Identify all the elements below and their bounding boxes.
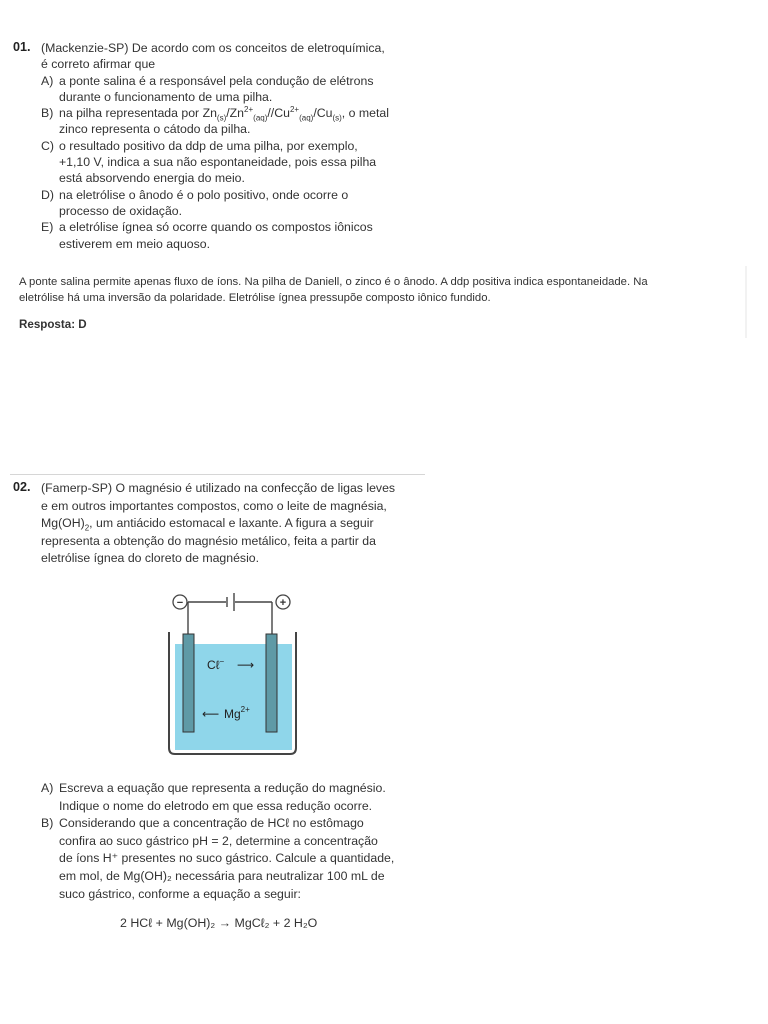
option-letter: B)	[41, 106, 54, 121]
item-letter: B)	[41, 816, 54, 831]
option-line: zinco representa o cátodo da pilha.	[59, 122, 251, 137]
question-number-2: 02.	[13, 480, 31, 494]
option-line: +1,10 V, indica a sua não espontaneidade, pois essa pilha	[59, 155, 377, 170]
item-line: Indique o nome do eletrodo em que essa redução ocorre.	[59, 798, 373, 813]
option-line: o resultado positivo da ddp de uma pilha, por exemplo,	[59, 138, 358, 153]
option-line: a ponte salina é a responsável pela condução de elétrons	[59, 73, 374, 88]
q1-option-d	[41, 187, 421, 220]
option-line-formula: na pilha representada por $Zn_{(s)}/Zn^{2+}_{(aq)}//Cu^{2+}_{(aq)}/Cu_{(s)}$, o metal	[59, 105, 389, 123]
option-line: na eletrólise o ânodo é o polo positivo, onde ocorre o	[59, 187, 349, 202]
q2-stem-line: (Famerp-SP) O magnésio é utilizado na confecção de ligas leves	[41, 481, 396, 495]
arrow-right-icon: ⟶	[237, 658, 255, 672]
neutralization-equation: 2 HCℓ + Mg(OH)₂ → MgCℓ₂ + 2 H₂O	[120, 916, 318, 930]
q1-option-b	[41, 105, 421, 138]
q1-option-e	[41, 219, 421, 252]
question-number-1: 01.	[13, 40, 31, 54]
cation-label: Mg	[224, 707, 241, 721]
q1-option-c	[41, 138, 421, 187]
electrolysis-cell-figure	[160, 588, 306, 758]
solution-line: eletrólise há uma inversão da polaridade. Eletrólise ígnea pressupõe composto iônico fundido.	[19, 292, 491, 304]
anode-electrode	[266, 634, 277, 732]
q1-answer: Resposta: D	[19, 318, 87, 331]
q1-stem-line-1: (Mackenzie-SP) De acordo com os conceitos de eletroquímica,	[41, 41, 385, 55]
option-letter: E)	[41, 220, 54, 235]
arrow-left-icon: ⟵	[202, 707, 220, 721]
q2-stem-line: representa a obtenção do magnésio metálico, feita a partir da	[41, 533, 376, 548]
item-letter: A)	[41, 781, 54, 795]
positive-sign: +	[279, 597, 287, 609]
q2-stem-line: eletrólise ígnea do cloreto de magnésio.	[41, 551, 260, 566]
q2-stem-line: e em outros importantes compostos, como o leite de magnésia,	[41, 498, 387, 513]
q2-stem-line-formula: $Mg(OH)_2$, um antiácido estomacal e laxante. A figura a seguir	[41, 516, 374, 533]
anion-label: Cℓ	[207, 658, 220, 672]
item-line: Considerando que a concentração de HCℓ no estômago	[59, 816, 364, 831]
item-line: de íons H⁺ presentes no suco gástrico. Calcule a quantidade,	[59, 851, 395, 866]
question-2-items	[41, 780, 426, 903]
cation-charge: 2+	[240, 705, 250, 714]
option-letter: C)	[41, 138, 54, 153]
item-line: Escreva a equação que representa a redução do magnésio.	[59, 781, 386, 795]
option-text: , o metal	[341, 106, 389, 121]
item-line: em mol, de Mg(OH)₂ necessária para neutralizar 100 mL de	[59, 868, 385, 883]
negative-sign: −	[176, 597, 184, 609]
q1-option-a	[41, 73, 421, 106]
option-letter: A)	[41, 73, 54, 88]
question-1	[41, 40, 421, 252]
q2-item-a	[41, 780, 426, 815]
option-line: está absorvendo energia do meio.	[59, 171, 245, 186]
question-2	[41, 480, 426, 568]
q2-item-b	[41, 815, 426, 903]
question-divider	[10, 474, 425, 475]
item-line: confira ao suco gástrico pH = 2, determine a concentração	[59, 833, 378, 848]
option-text: na pilha representada por Zn	[59, 106, 217, 121]
q1-solution	[19, 274, 747, 306]
q1-stem-line-2: é correto afirmar que	[41, 57, 156, 72]
solution-line: A ponte salina permite apenas fluxo de íons. Na pilha de Daniell, o zinco é o ânodo. A ddp positiva indica espontaneidade. Na	[19, 276, 648, 288]
anion-charge: −	[219, 657, 225, 666]
option-line: a eletrólise ígnea só ocorre quando os compostos iônicos	[59, 220, 373, 235]
stem-text: antiácido estomacal e laxante. A figura a seguir	[116, 516, 374, 531]
option-letter: D)	[41, 187, 54, 202]
option-line: processo de oxidação.	[59, 203, 183, 218]
formula-text: Mg(OH)	[41, 516, 85, 531]
option-line: durante o funcionamento de uma pilha.	[59, 89, 273, 104]
item-line: suco gástrico, conforme a equação a seguir:	[59, 886, 301, 901]
option-line: estiverem em meio aquoso.	[59, 236, 211, 251]
cathode-electrode	[183, 634, 194, 732]
